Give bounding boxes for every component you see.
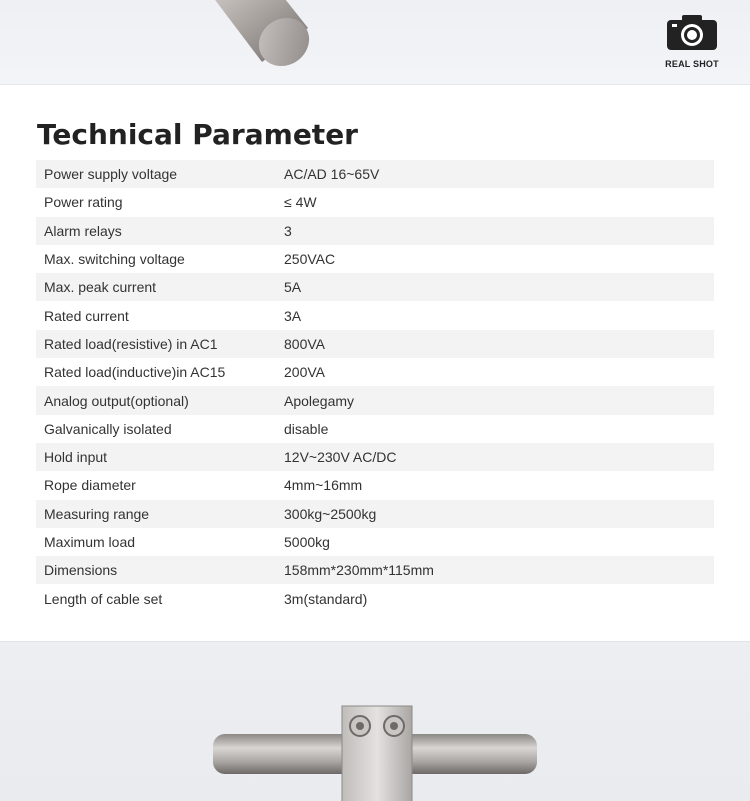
parameter-row — [36, 528, 714, 556]
parameter-row — [36, 443, 714, 471]
parameter-row — [36, 556, 714, 584]
parameter-value: 3m(standard) — [284, 590, 368, 607]
parameter-label: Rated current — [44, 307, 129, 324]
parameter-row — [36, 188, 714, 216]
parameter-value: 300kg~2500kg — [284, 500, 714, 528]
parameter-value: 3 — [284, 217, 714, 245]
parameter-row — [36, 245, 714, 273]
real-shot-label: REAL SHOT — [665, 59, 719, 69]
parameter-row — [36, 415, 714, 443]
parameter-label: Galvanically isolated — [44, 420, 172, 437]
parameter-label: Dimensions — [36, 556, 284, 584]
parameter-label: Maximum load — [44, 534, 136, 550]
parameter-value: ≤ 4W — [284, 194, 317, 211]
parameter-label: Analog output(optional) — [36, 386, 284, 414]
parameter-label: Max. switching voltage — [44, 251, 185, 268]
parameter-label: Rated load(resistive) in AC1 — [36, 330, 284, 358]
parameter-row — [36, 386, 714, 414]
camera-icon — [665, 12, 719, 52]
steel-rod-image — [200, 0, 320, 70]
parameter-row — [36, 160, 714, 188]
parameter-row — [36, 584, 714, 612]
parameter-label: Rope diameter — [44, 477, 136, 494]
parameter-value: disable — [284, 420, 329, 437]
parameter-table — [36, 160, 714, 613]
parameter-value: 4mm~16mm — [284, 477, 363, 494]
parameter-row — [36, 301, 714, 329]
parameter-value: 800VA — [284, 330, 714, 358]
parameter-row — [36, 358, 714, 386]
parameter-label: Hold input — [36, 443, 284, 471]
parameter-label: Measuring range — [36, 500, 284, 528]
parameter-row — [36, 217, 714, 245]
parameter-value: 250VAC — [284, 251, 336, 268]
parameter-row — [36, 471, 714, 499]
parameter-label: Max. peak current — [36, 273, 284, 301]
sensor-device-image — [210, 702, 540, 801]
parameter-value: 200VA — [284, 364, 325, 381]
parameter-value: 3A — [284, 307, 302, 324]
parameter-value: Apolegamy — [284, 386, 714, 414]
parameter-label: Power rating — [44, 194, 123, 211]
technical-parameter-section — [0, 85, 750, 640]
top-product-photo — [0, 0, 750, 85]
parameter-value: 158mm*230mm*115mm — [284, 556, 714, 584]
section-title: Technical Parameter — [37, 118, 358, 151]
parameter-value: 12V~230V AC/DC — [284, 443, 714, 471]
parameter-row — [36, 273, 714, 301]
parameter-value: 5A — [284, 273, 714, 301]
parameter-row — [36, 330, 714, 358]
parameter-label: Rated load(inductive)in AC15 — [44, 364, 226, 381]
bottom-product-photo — [0, 641, 750, 801]
real-shot-badge — [662, 12, 722, 69]
parameter-row — [36, 500, 714, 528]
parameter-value: AC/AD 16~65V — [284, 160, 714, 188]
parameter-value: 5000kg — [284, 534, 330, 550]
parameter-label: Power supply voltage — [36, 160, 284, 188]
parameter-label: Alarm relays — [36, 217, 284, 245]
parameter-label: Length of cable set — [44, 590, 163, 607]
